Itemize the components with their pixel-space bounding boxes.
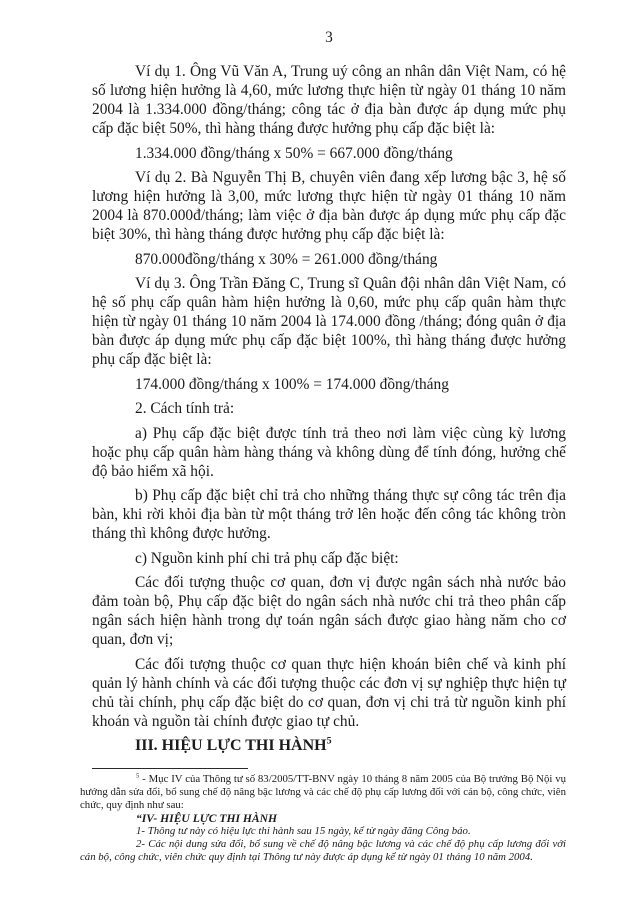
- paragraph-item-b: b) Phụ cấp đặc biệt chỉ trả cho những tháng thực sự công tác trên địa bàn, khi rời khỏi địa bàn từ một tháng trở lên hoặc đến công tác không tròn tháng thì không được hưởng.: [92, 487, 566, 542]
- paragraph-funding-1: Các đối tượng thuộc cơ quan, đơn vị được ngân sách nhà nước bảo đảm toàn bộ, Phụ cấp đặc biệt do ngân sách nhà nước chi trả theo phân cấp ngân sách hiện hành trong dự toán ngân sách được giao hàng năm cho cơ quan, đơn vị;: [92, 574, 566, 648]
- paragraph-funding-2: Các đối tượng thuộc cơ quan thực hiện khoán biên chế và kinh phí quản lý hành chính và các đối tượng thuộc các đơn vị sự nghiệp thực hiện tự chủ tài chính, phụ cấp đặc biệt do cơ quan, đơn vị chi trả từ nguồn kinh phí khoán và nguồn tài chính được giao tự chủ.: [92, 655, 566, 730]
- footnote-ref-mark: 5: [326, 735, 332, 747]
- paragraph-example-1: Ví dụ 1. Ông Vũ Văn A, Trung uý công an nhân dân Việt Nam, có hệ số lương hiện hưởng là 4,60, mức lương thực hiện từ ngày 01 tháng 10 năm 2004 là 1.334.000 đồng/tháng; công tác ở địa bàn được áp dụng mức phụ cấp đặc biệt 50%, thì hàng tháng được hưởng phụ cấp đặc biệt là:: [92, 63, 566, 137]
- footnote-quote-heading: “IV- HIỆU LỰC THI HÀNH: [136, 812, 278, 825]
- footnote-item-1: 1- Thông tư này có hiệu lực thi hành sau 15 ngày, kể từ ngày đăng Công báo.: [136, 825, 471, 837]
- paragraph-example-2: Ví dụ 2. Bà Nguyễn Thị B, chuyên viên đang xếp lương bậc 3, hệ số lương hiện hưởng là 3,00, mức lương thực hiện từ ngày 01 tháng 10 năm 2004 là 870.000đ/tháng; làm việc ở địa bàn được áp dụng mức phụ cấp đặc biệt 30%, thì hàng tháng được hưởng phụ cấp đặc biệt là:: [92, 169, 566, 243]
- footnote-section: [80, 768, 566, 864]
- section-heading-iii: [92, 736, 566, 755]
- footnote-separator-rule: [92, 768, 248, 769]
- formula-example-2: 870.000đồng/tháng x 30% = 261.000 đồng/tháng: [135, 250, 438, 268]
- paragraph-item-a: a) Phụ cấp đặc biệt được tính trả theo nơi làm việc cùng kỳ lương hoặc phụ cấp quân hàm hàng tháng và không dùng để tính đóng, hưởng chế độ bảo hiểm xã hội.: [92, 424, 566, 480]
- footnote-body-text: - Mục IV của Thông tư số 83/2005/TT-BNV ngày 10 tháng 8 năm 2005 của Bộ trưởng Bộ Nội vụ hướng dẫn sửa đổi, bổ sung chế độ nâng bậc lương và các chế độ phụ cấp lương đối với cán bộ, công chức, viên chức, quy định như sau:: [80, 773, 566, 811]
- footnote-text: [80, 773, 566, 812]
- section-heading-text: III. HIỆU LỰC THI HÀNH: [135, 737, 327, 754]
- formula-example-1: 1.334.000 đồng/tháng x 50% = 667.000 đồng/tháng: [135, 144, 453, 162]
- page-number: 3: [325, 29, 333, 46]
- paragraph-section-2: 2. Cách tính trả:: [135, 400, 235, 417]
- document-body: [92, 62, 566, 755]
- footnote-number: 5: [136, 772, 140, 780]
- paragraph-example-3: Ví dụ 3. Ông Trần Đăng C, Trung sĩ Quân đội nhân dân Việt Nam, có hệ số phụ cấp quân hàm hiện hưởng là 0,60, mức phụ cấp quân hàm thực hiện từ ngày 01 tháng 10 năm 2004 là 174.000 đồng /tháng; đóng quân ở địa bàn được áp dụng mức phụ cấp đặc biệt 100%, thì hàng tháng được hưởng phụ cấp đặc biệt là:: [92, 275, 566, 368]
- formula-example-3: 174.000 đồng/tháng x 100% = 174.000 đồng/tháng: [135, 375, 449, 393]
- footnote-item-2: 2- Các nội dung sửa đổi, bổ sung về chế độ nâng bậc lương và các chế độ phụ cấp lương đối với cán bộ, công chức, viên chức quy định tại Thông tư này được áp dụng kể từ ngày 01 tháng 10 năm 2004.: [80, 838, 566, 863]
- paragraph-item-c: c) Nguồn kinh phí chi trả phụ cấp đặc biệt:: [135, 549, 399, 567]
